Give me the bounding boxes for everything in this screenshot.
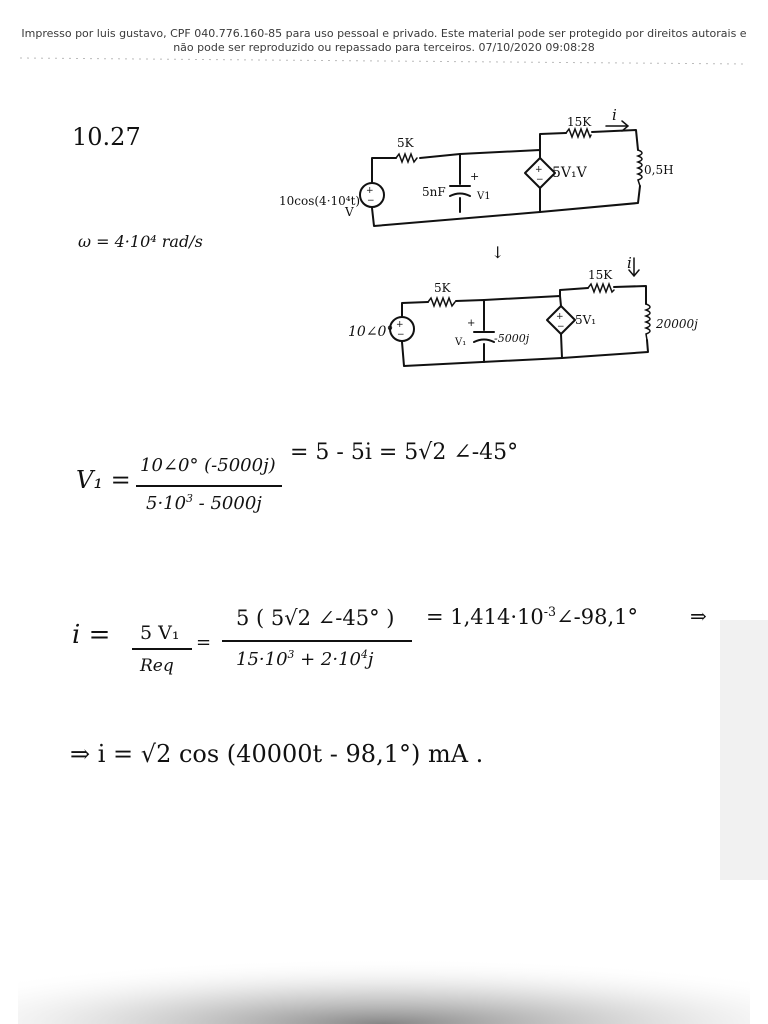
eq2-num2: 5 ( 5√2 ∠-45° ) bbox=[236, 606, 395, 630]
c2-wire bbox=[560, 288, 588, 296]
eq1-numerator: 10∠0° (-5000j) bbox=[140, 455, 276, 476]
eq2-equals: = bbox=[196, 632, 212, 653]
eq2-den2-exp: 3 bbox=[287, 648, 295, 661]
c2-dep-source-label: 5V₁ bbox=[575, 313, 597, 327]
c1-capacitor-plate bbox=[450, 194, 470, 197]
eq2-rhs-a: = 1,414·10 bbox=[426, 605, 544, 629]
eq2-den2-b: + 2·10 bbox=[294, 649, 362, 670]
c1-wire bbox=[420, 154, 460, 184]
plus-sign: + bbox=[535, 165, 543, 175]
c2-cap-label: -5000j bbox=[494, 332, 530, 345]
eq2-den2-c: j bbox=[367, 649, 374, 670]
circuit-1 bbox=[279, 106, 674, 226]
eq2-num1: 5 V₁ bbox=[140, 622, 180, 644]
plus-sign: + bbox=[556, 312, 564, 322]
c1-wire bbox=[592, 130, 638, 150]
eq2-den2 bbox=[236, 648, 373, 670]
plus-sign: + bbox=[366, 186, 374, 196]
c1-cap-label: 5nF bbox=[422, 185, 446, 199]
c1-source-unit: V bbox=[345, 205, 354, 219]
minus-sign: − bbox=[557, 322, 565, 332]
c1-resistor-icon bbox=[396, 154, 417, 162]
eq2-fraction-bar-1 bbox=[132, 648, 192, 650]
eq1-den-base: 5·10 bbox=[146, 493, 187, 514]
eq2-rhs-exp: -3 bbox=[543, 604, 557, 619]
c1-wire bbox=[372, 186, 640, 226]
c1-inductor-label: 0,5H bbox=[644, 163, 674, 177]
c2-wire bbox=[484, 296, 561, 306]
plus-sign: + bbox=[470, 170, 480, 183]
eq2-den2-a: 15·10 bbox=[236, 649, 288, 670]
eq2-den2-exp2: 4 bbox=[361, 648, 368, 661]
c2-r1-label: 5K bbox=[434, 281, 451, 295]
eq1-fraction-bar bbox=[136, 485, 282, 487]
print-watermark: Impresso por luis gustavo, CPF 040.776.160-85 para uso pessoal e privado. Este material pode ser protegido por direitos autorais e não pode ser reproduzido ou repassado para terceiros. 07/10/2020 09:08:28 bbox=[21, 27, 747, 54]
plus-sign: + bbox=[396, 320, 404, 330]
eq1-den-tail: - 5000j bbox=[192, 493, 262, 514]
c2-wire bbox=[614, 286, 646, 304]
c1-r2-label: 15K bbox=[567, 115, 592, 129]
eq1-rhs: = 5 - 5i = 5√2 ∠-45° bbox=[290, 440, 519, 465]
c2-capacitor-plate bbox=[474, 340, 494, 343]
c1-v1-label: V1 bbox=[477, 191, 491, 202]
c2-inductor-label: 20000j bbox=[656, 317, 698, 331]
scan-shadow-right bbox=[720, 620, 768, 880]
c1-current-label: i bbox=[612, 106, 617, 124]
scan-shadow bbox=[18, 930, 750, 1024]
c2-wire bbox=[561, 334, 562, 358]
paper-edge bbox=[20, 58, 748, 64]
eq2-fraction-bar-2 bbox=[222, 640, 412, 642]
problem-number: 10.27 bbox=[72, 123, 141, 151]
c2-v1-label: V₁ bbox=[455, 337, 467, 348]
c1-resistor-icon bbox=[566, 129, 591, 137]
c1-wire bbox=[460, 150, 540, 158]
eq1-den-exp: 3 bbox=[186, 492, 193, 505]
c1-wire bbox=[372, 158, 396, 182]
eq3-final-answer: ⇒ i = √2 cos (40000t - 98,1°) mA . bbox=[70, 740, 484, 768]
minus-sign: − bbox=[536, 175, 544, 185]
plus-sign: + bbox=[467, 318, 476, 329]
minus-sign: − bbox=[397, 330, 405, 340]
c1-inductor-icon bbox=[638, 150, 642, 186]
c2-source-label: 10∠0° bbox=[348, 324, 394, 340]
c2-inductor-icon bbox=[646, 304, 650, 340]
c1-r1-label: 5K bbox=[397, 136, 414, 150]
circuit-2 bbox=[348, 254, 698, 366]
c1-source-label: 10cos(4·10⁴t) bbox=[279, 194, 361, 208]
c2-r2-label: 15K bbox=[588, 268, 613, 282]
eq1-lhs: V₁ = bbox=[76, 466, 131, 494]
eq2-rhs bbox=[426, 604, 638, 629]
c1-dep-source-label: 5V₁V bbox=[552, 165, 587, 181]
c1-wire bbox=[540, 133, 566, 150]
minus-sign: − bbox=[367, 196, 375, 206]
c2-wire bbox=[402, 302, 428, 316]
transform-arrow: ↓ bbox=[491, 243, 505, 262]
eq2-rhs-b: ∠-98,1° bbox=[556, 605, 639, 629]
c2-current-label: i bbox=[627, 254, 632, 272]
eq2-implies: ⇒ bbox=[690, 604, 707, 628]
eq2-lhs: i = bbox=[72, 620, 111, 650]
omega-label: ω = 4·10⁴ rad/s bbox=[78, 232, 203, 251]
c1-current-arrow-icon bbox=[606, 121, 628, 131]
c2-resistor-icon bbox=[428, 298, 455, 306]
eq1-denominator bbox=[146, 492, 262, 514]
c2-resistor-icon bbox=[588, 284, 614, 292]
eq2-den1: Req bbox=[140, 656, 174, 676]
